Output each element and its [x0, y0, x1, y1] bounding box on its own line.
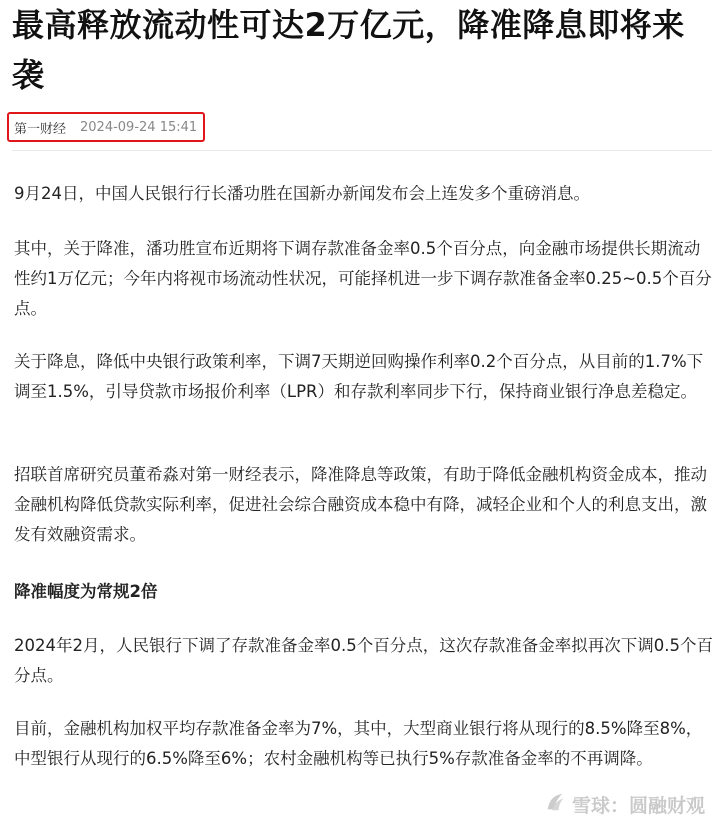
paragraph-3: 关于降息，降低中央银行政策利率，下调7天期逆回购操作利率0.2个百分点，从目前的1.7%下调至1.5%，引导贷款市场报价利率（LPR）和存款利率同步下行，保持商业银行净息差稳定。	[14, 352, 704, 401]
publish-datetime: 2024-09-24 15:41	[80, 119, 198, 135]
article-title: 最高释放流动性可达2万亿元，降准降息即将来袭	[12, 6, 685, 94]
paragraph-1: 9月24日，中国人民银行行长潘功胜在国新办新闻发布会上连发多个重磅消息。	[14, 184, 590, 203]
watermark-text: 雪球：圆融财观	[571, 795, 705, 817]
section-subheading: 降准幅度为常规2倍	[14, 582, 158, 601]
article-source[interactable]: 第一财经	[14, 121, 67, 137]
paragraph-6: 目前，金融机构加权平均存款准备金率为7%，其中，大型商业银行将从现行的8.5%降至8%，中型银行从现行的6.5%降至6%；农村金融机构等已执行5%存款准备金率的不再调降。	[14, 719, 703, 768]
article-meta	[7, 112, 205, 142]
paragraph-4: 招联首席研究员董希淼对第一财经表示，降准降息等政策，有助于降低金融机构资金成本，推动金融机构降低贷款实际利率，促进社会综合融资成本稳中有降，减轻企业和个人的利息支出，激发有效融资需求。	[14, 465, 707, 544]
watermark	[544, 791, 705, 818]
paragraph-2: 其中，关于降准，潘功胜宣布近期将下调存款准备金率0.5个百分点，向金融市场提供长期流动性约1万亿元；今年内将视市场流动性状况，可能择机进一步下调存款准备金率0.25~0.5个百分点。	[14, 239, 712, 318]
snowball-logo-icon	[544, 791, 566, 818]
meta-divider	[12, 150, 712, 151]
paragraph-5: 2024年2月，人民银行下调了存款准备金率0.5个百分点，这次存款准备金率拟再次下调0.5个百分点。	[14, 636, 713, 685]
